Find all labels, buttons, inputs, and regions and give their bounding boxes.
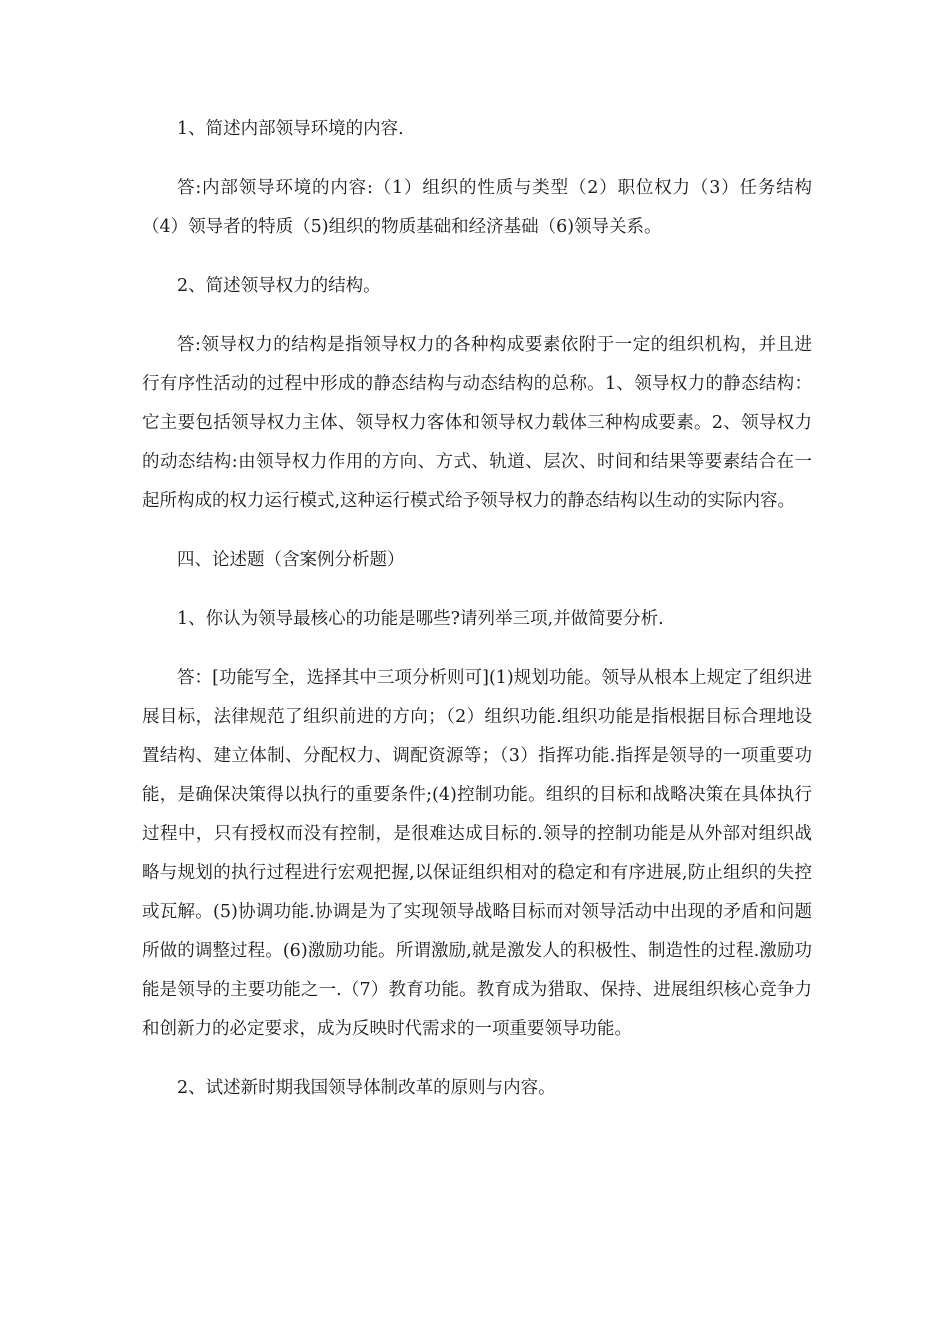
answer-2-paragraph: 答:领导权力的结构是指领导权力的各种构成要素依附于一定的组织机构，并且进行有序性活动的过程中形成的静态结构与动态结构的总称。1、领导权力的静态结构：它主要包括领导权力主体、领导权力客体和领导权力载体三种构成要素。2、领导权力的动态结构:由领导权力作用的方向、方式、轨道、层次、时间和结果等要素结合在一起所构成的权力运行模式,这种运行模式给予领导权力的静态结构以生动的实际内容。 — [142, 335, 812, 511]
section-heading-essay: 四、论述题（含案例分析题） — [177, 550, 405, 570]
question-2-heading: 2、简述领导权力的结构。 — [177, 276, 381, 296]
document-body — [142, 110, 812, 1128]
essay-question-1-heading: 1、你认为领导最核心的功能是哪些?请列举三项,并做简要分析. — [177, 609, 664, 629]
essay-answer-1-paragraph: 答：[功能写全，选择其中三项分析则可](1)规划功能。领导从根本上规定了组织进展目标，法律规范了组织前进的方向；（2）组织功能.组织功能是指根据目标合理地设置结构、建立体制、分配权力、调配资源等；（3）指挥功能.指挥是领导的一项重要功能，是确保决策得以执行的重要条件;(4)控制功能。组织的目标和战略决策在具体执行过程中，只有授权而没有控制，是很难达成目标的.领导的控制功能是从外部对组织战略与规划的执行过程进行宏观把握,以保证组织相对的稳定和有序进展,防止组织的失控或瓦解。(5)协调功能.协调是为了实现领导战略目标而对领导活动中出现的矛盾和问题所做的调整过程。(6)激励功能。所谓激励,就是激发人的积极性、制造性的过程.激励功能是领导的主要功能之一.（7）教育功能。教育成为猎取、保持、进展组织核心竞争力和创新力的必定要求，成为反映时代需求的一项重要领导功能。 — [142, 668, 812, 1039]
essay-question-2-heading: 2、试述新时期我国领导体制改革的原则与内容。 — [177, 1078, 556, 1098]
answer-1-paragraph: 答:内部领导环境的内容:（1）组织的性质与类型（2）职位权力（3）任务结构（4）领导者的特质（5)组织的物质基础和经济基础（6)领导关系。 — [142, 178, 812, 237]
question-1-heading: 1、简述内部领导环境的内容. — [177, 119, 404, 139]
